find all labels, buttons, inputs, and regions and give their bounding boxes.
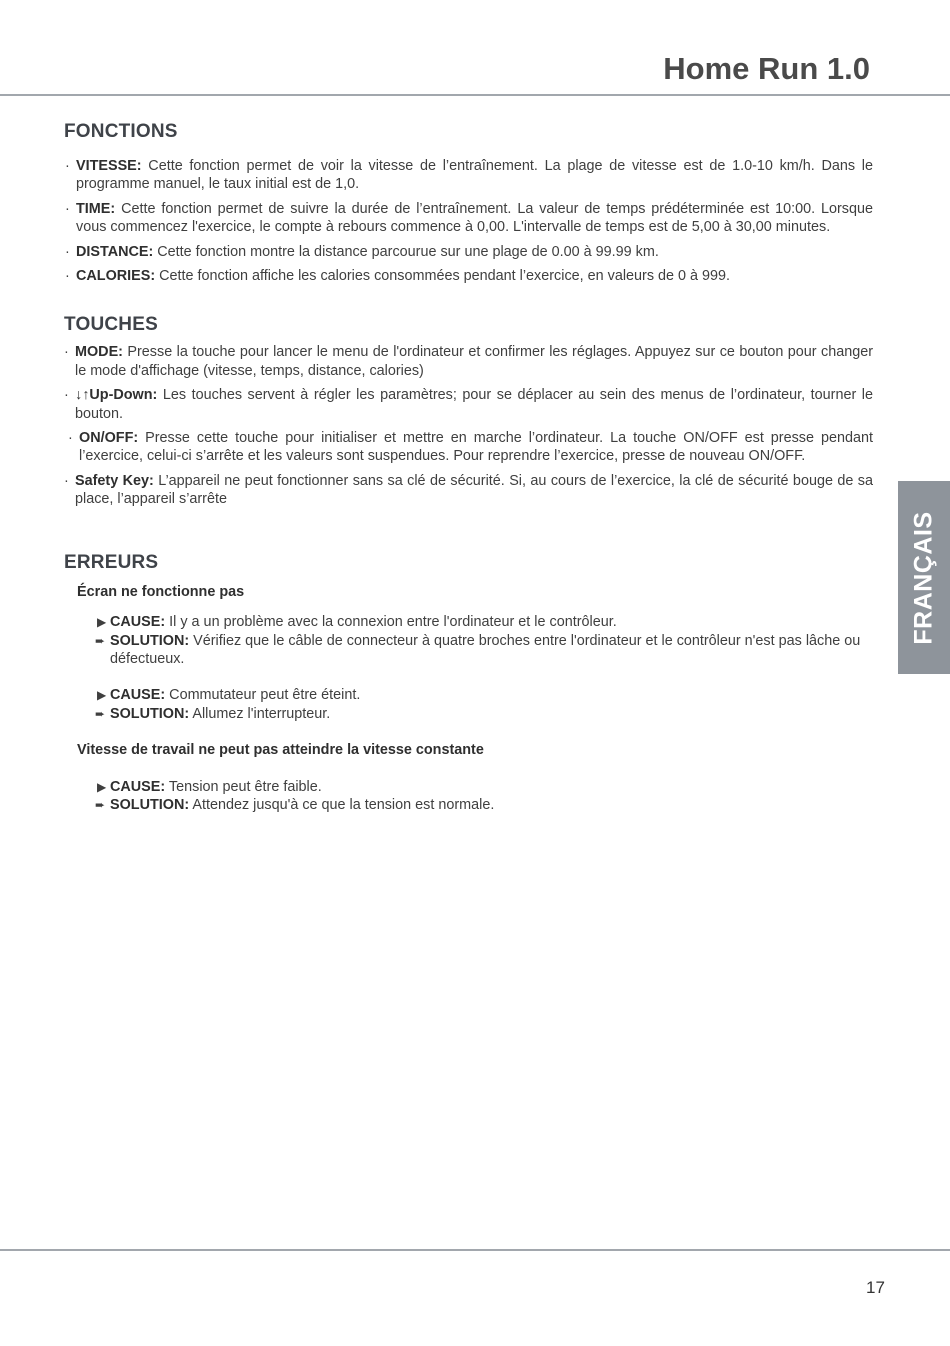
section-fonctions (64, 118, 873, 285)
list-item: · CALORIES: Cette fonction affiche les calories consommées pendant l’exercice, en valeurs de 0 à 999. (65, 268, 731, 285)
cause-label: CAUSE: (110, 614, 166, 631)
page-number: 17 (866, 1278, 885, 1297)
problem-title: Vitesse de travail ne peut pas atteindre la vitesse constante (77, 742, 484, 759)
arrow-right-icon: ➨ (95, 633, 106, 648)
cause-label: CAUSE: (110, 778, 166, 795)
triangle-right-icon: ▶ (97, 779, 107, 794)
item-label: CALORIES: (76, 268, 156, 285)
solution-line (97, 705, 873, 723)
cause-text: Tension peut être faible. (168, 778, 322, 795)
solution-label: SOLUTION: (110, 796, 190, 813)
problem-cases (64, 778, 873, 815)
solution-label: SOLUTION: (110, 632, 190, 649)
title-version: 1.0 (826, 51, 870, 86)
problem-cases (64, 613, 873, 723)
item-text: Cette fonction permet de suivre la durée de l’entraînement. La valeur de temps prédéterminée est 10:00. Lorsque vous commencez l'exercice, le compte à rebours commence à 0,00. L'intervalle de temps est de 5,00 à 30,00 minutes. (76, 200, 874, 236)
language-tab-label: FRANÇAIS (909, 510, 938, 645)
section-heading: ERREURS (64, 551, 159, 573)
list-item: · ↓↑Up-Down: Les touches servent à régler les paramètres; pour se déplacer au sein des menus de l’ordinateur, tourner le bouton. (64, 387, 873, 422)
cause-line (97, 778, 873, 796)
problem-title: Écran ne fonctionne pas (77, 583, 245, 600)
page-content (64, 118, 873, 814)
solution-text: Attendez jusqu'à ce que la tension est normale. (192, 796, 495, 813)
list-item: · ON/OFF: Presse cette touche pour initialiser et mettre en marche l’ordinateur. La touche ON/OFF est presse pendant l’exercice, celui-ci s’arrête et les valeurs sont suspendues. Pour reprendre l’exercice, presse de nouveau ON/OFF. (68, 430, 873, 465)
cause-line (97, 686, 873, 704)
solution-text: Vérifiez que le câble de connecteur à quatre broches entre l'ordinateur et le contrôleur n'est pas lâche ou défectueux. (110, 632, 861, 667)
arrow-right-icon: ➨ (95, 797, 106, 812)
arrow-right-icon: ➨ (95, 706, 106, 721)
updown-arrows-icon: ↓↑ (75, 387, 90, 404)
title-brand: Home Run (663, 51, 819, 86)
list-item: · Safety Key: L’appareil ne peut fonctionner sans sa clé de sécurité. Si, au cours de l’exercice, la clé de sécurité bouge de sa place, l’appareil s’arrête (64, 472, 873, 508)
item-text: Cette fonction affiche les calories consommées pendant l’exercice, en valeurs de 0 à 999. (159, 268, 731, 285)
item-text: Les touches servent à régler les paramètres; pour se déplacer au sein des menus de l’ordinateur, tourner le bouton. (75, 387, 873, 422)
touches-list (64, 343, 873, 508)
section-heading: TOUCHES (64, 314, 158, 336)
item-text: Cette fonction permet de voir la vitesse de l’entraînement. La plage de vitesse est de 1.0-10 km/h. Dans le programme manuel, le taux initial est de 1,0. (76, 158, 874, 193)
solution-line (97, 632, 873, 669)
item-text: Presse la touche pour lancer le menu de l'ordinateur et confirmer les réglages. Appuyez sur ce bouton pour changer le mode d'affichage (vitesse, temps, distance, calories) (75, 344, 874, 379)
item-label: ON/OFF: (79, 430, 139, 447)
cause-text: Il y a un problème avec la connexion entre l'ordinateur et le contrôleur. (169, 614, 617, 631)
item-label: VITESSE: (76, 158, 142, 174)
item-text: L’appareil ne peut fonctionner sans sa clé de sécurité. Si, au cours de l’exercice, la clé de sécurité bouge de sa place, l’appareil s’arrête (75, 472, 873, 508)
solution-text: Allumez l'interrupteur. (192, 705, 331, 722)
item-label: Up-Down: (89, 387, 158, 404)
list-item: · DISTANCE: Cette fonction montre la distance parcourue sur une plage de 0.00 à 99.99 km. (65, 243, 659, 260)
cause-line (97, 613, 873, 631)
triangle-right-icon: ▶ (97, 688, 107, 703)
solution-line (97, 796, 873, 814)
item-text: Cette fonction montre la distance parcourue sur une plage de 0.00 à 99.99 km. (157, 243, 659, 260)
list-item: · TIME: Cette fonction permet de suivre la durée de l’entraînement. La valeur de temps prédéterminée est 10:00. Lorsque vous commencez l'exercice, le compte à rebours commence à 0,00. L'intervalle de temps est de 5,00 à 30,00 minutes. (65, 200, 874, 236)
page-title (663, 50, 870, 87)
section-heading: FONCTIONS (64, 121, 178, 142)
footer-rule (0, 1249, 950, 1251)
language-tab (898, 481, 950, 674)
list-item: · MODE: Presse la touche pour lancer le menu de l'ordinateur et confirmer les réglages. Appuyez sur ce bouton pour changer le mode d'affichage (vitesse, temps, distance, calories) (64, 344, 874, 379)
section-touches (64, 311, 873, 508)
item-label: Safety Key: (75, 472, 154, 489)
item-label: DISTANCE: (76, 243, 154, 260)
fonctions-list (65, 157, 873, 285)
solution-label: SOLUTION: (110, 705, 190, 722)
cause-label: CAUSE: (110, 687, 166, 704)
list-item: · VITESSE: Cette fonction permet de voir la vitesse de l’entraînement. La plage de vitesse est de 1.0-10 km/h. Dans le programme manuel, le taux initial est de 1,0. (65, 158, 874, 193)
item-text: Presse cette touche pour initialiser et mettre en marche l’ordinateur. La touche ON/OFF est presse pendant l’exercice, celui-ci s’arrête et les valeurs sont suspendues. Pour reprendre l’exercice, presse de nouveau ON/OFF. (79, 430, 873, 465)
item-label: TIME: (76, 200, 116, 217)
triangle-right-icon: ▶ (97, 615, 107, 630)
item-label: MODE: (75, 344, 123, 361)
cause-text: Commutateur peut être éteint. (169, 687, 361, 704)
header-rule (0, 94, 950, 96)
section-erreurs (64, 549, 873, 815)
